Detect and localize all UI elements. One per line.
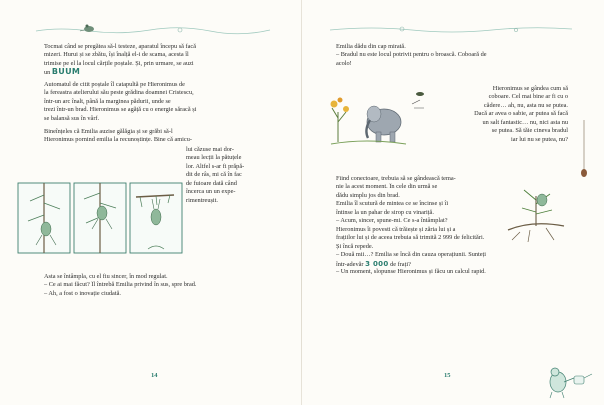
page-number-left: 14	[151, 372, 158, 379]
elephant-illustration	[326, 82, 436, 162]
text-line: nie la acest moment. În cele din urmă se	[336, 183, 438, 191]
corner-frog-illustration	[538, 352, 598, 402]
text-line: se balansă sus în vârf.	[44, 114, 100, 122]
right-paragraph-1	[336, 43, 566, 68]
right-paragraph-3	[336, 175, 566, 269]
text-line: trezi într-un brad. Hieronimus se agăță cu o energie săracă și	[44, 106, 197, 114]
text-line: de fuioare dată când	[186, 179, 237, 187]
text-line: Emilia îl scutură de mintea ce se încinse și îi	[336, 200, 449, 208]
right-header-ornament	[302, 0, 604, 40]
text-line: Tocmai când se pregătea să-l testeze, aparatul începu să facă	[44, 43, 196, 50]
comic-panel-3	[130, 183, 182, 253]
left-paragraph-2	[44, 81, 261, 123]
text-line: acolo!	[336, 59, 352, 67]
text-line: încerca un un expe-	[186, 188, 236, 196]
text-line: un	[44, 69, 52, 77]
text-line: frațiilor lui și de aceea trebuia să trimită 2 999 de felicitări.	[336, 234, 485, 242]
frog-tree-comic-strip	[16, 173, 186, 263]
text-line: Asta se întâmpla, cu el fiu sincer, în mod regulat.	[44, 273, 168, 280]
text-line: iar lui nu se putea, nu?	[510, 135, 568, 143]
text-line: Hieronimus pornind emilia la recunoștințe. Bine că amicu-	[44, 136, 192, 144]
text-line: într-un arc înalt, până la marginea pădurii, unde se	[44, 97, 171, 105]
text-line: Fiind conectoare, trebuia să se gândească tema-	[336, 175, 456, 182]
text-line: lui căzuse mai dor-	[186, 146, 234, 153]
text-line: – Ah, a fost o inovație ciudată.	[44, 289, 121, 297]
text-line: Bineînțeles că Emilia auzise gălăgia și se grăbi să-l	[44, 128, 173, 135]
text-line: – Bradul nu este locul potrivit pentru o broască. Coboară de	[336, 51, 487, 59]
hanging-ornament-icon	[578, 120, 590, 180]
comic-panel-2	[74, 183, 126, 253]
text-line: mizeri. Hurui și se zbătu, își înalță el-i de scama, acesta îl	[44, 51, 189, 59]
text-line: Emilia dădu din cap mirată.	[336, 43, 406, 50]
frog-figure-icon	[80, 25, 94, 33]
text-line: – Un moment, slopunse Hieronimus și făcu un calcul rapid.	[336, 268, 486, 275]
text-line: meau lecții la pătuțele	[186, 154, 242, 162]
page-number-right: 15	[444, 372, 451, 379]
text-line: Și încă repede.	[336, 242, 374, 250]
number-highlight: 3 000	[365, 259, 389, 268]
boom-sound-word: BUUM	[51, 68, 81, 77]
left-paragraph-1	[44, 43, 261, 78]
text-line: într-adevăr	[336, 260, 366, 268]
text-line: Dacă ar avea o sabie, ar putea să facă	[474, 110, 568, 118]
text-line: dădu simplu jos din brad.	[336, 191, 400, 199]
text-line: – Acum, sincer, spune-mi. Ce s-a întâmplat?	[336, 217, 448, 225]
text-line: de frați?	[388, 260, 411, 268]
text-line: se putea. Să tăie cineva bradul	[491, 127, 568, 135]
text-line: Hieronimus îi povesti că trăiește și zăria lui și a	[336, 225, 456, 233]
comic-panel-1	[18, 183, 70, 253]
left-paragraph-3-wrap	[186, 146, 262, 205]
text-line: – Două mii…? Emilia se încă din cauza operațiunii. Sunteți	[336, 251, 487, 259]
text-line: trimise pe el la locul cărțile poștale. Și, prin urmare, se auzi	[44, 59, 194, 67]
text-line: lor. Altfel s-ar fi prăpă-	[186, 162, 245, 170]
text-line: cădere… ah, nu, asta nu se putea.	[483, 101, 568, 109]
right-paragraph-2	[440, 85, 568, 144]
text-line: la fereastra atelierului său peste grădina doamnei Cristescu,	[44, 89, 194, 97]
text-line: rimentreușit.	[186, 196, 219, 204]
right-paragraph-4	[336, 268, 566, 276]
right-page	[302, 0, 604, 405]
text-line: Hieronimus se gândea cum să	[492, 85, 568, 92]
text-line: dit de râs, mi că în fac	[186, 171, 242, 179]
left-paragraph-3	[44, 128, 261, 145]
text-line: un salt fantastic… nu, nici asta nu	[482, 118, 568, 126]
text-line: Automatul de citit poștale îl catapultă pe Hieronimus de	[44, 81, 185, 88]
left-header-ornament	[0, 0, 302, 40]
text-line: întinse la un pahar de sirop cu vinariță.	[336, 208, 434, 216]
text-line: – Ce ai mai făcut? Îl întrebă Emilia privind în sus, spre brad.	[44, 281, 197, 289]
text-line: coboare. Cel mai bine ar fi cu o	[488, 93, 568, 101]
left-paragraph-4	[44, 273, 261, 298]
